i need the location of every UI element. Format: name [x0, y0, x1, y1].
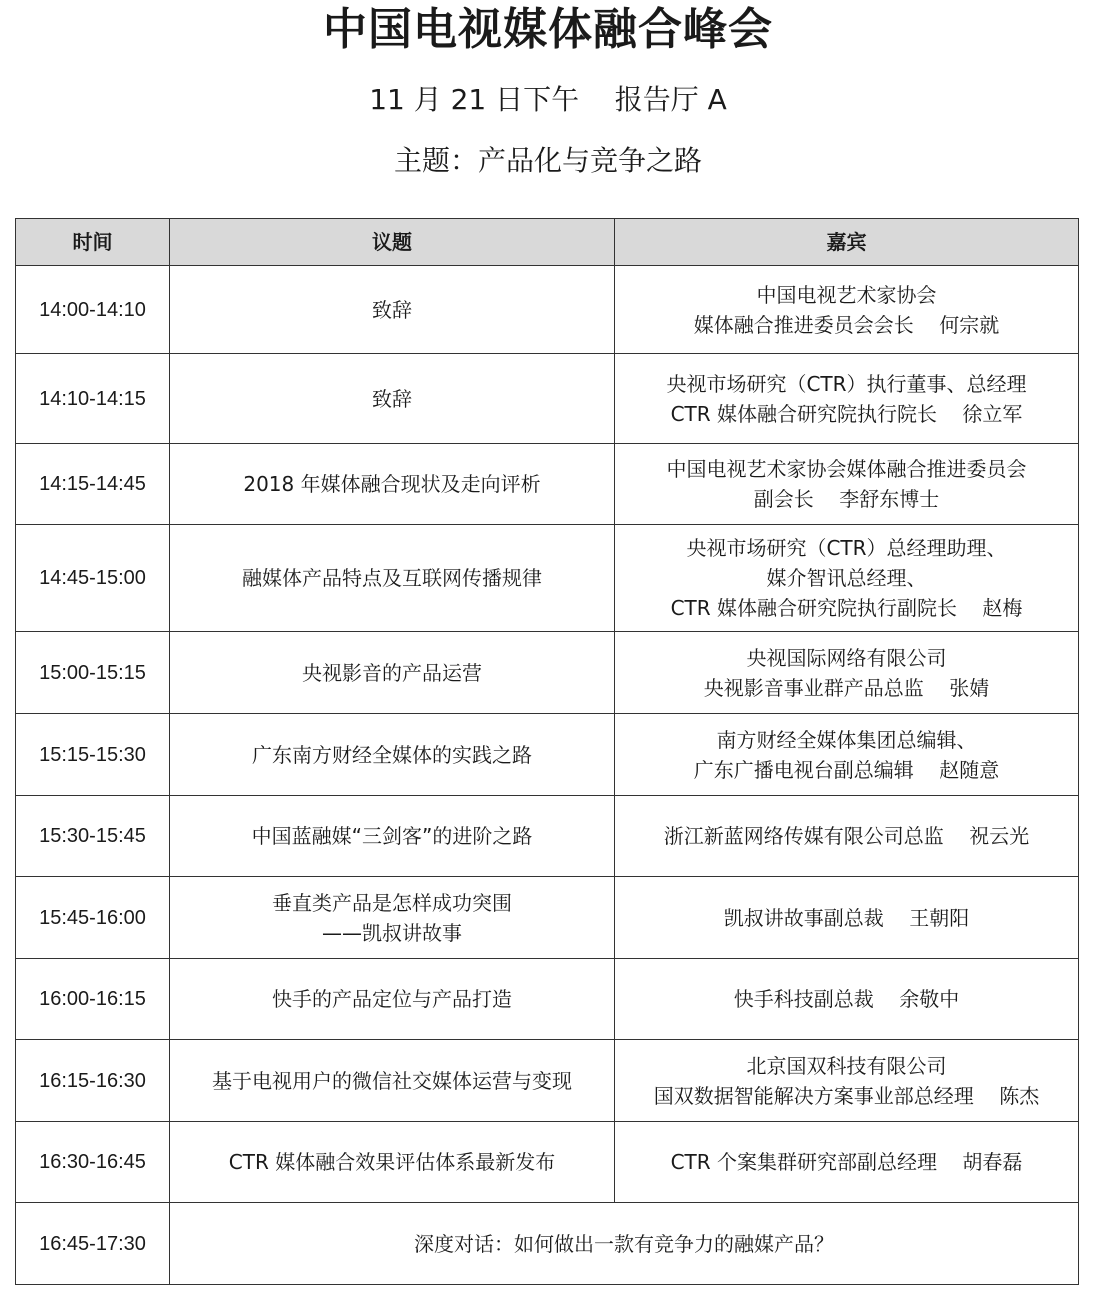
- table-row: [16, 1122, 1079, 1203]
- row-guest: [615, 354, 1079, 444]
- row-guest: [615, 444, 1079, 525]
- table-header-row: [16, 219, 1079, 266]
- row-time: 15:30-15:45: [16, 796, 170, 877]
- guest-line: 媒体融合推进委员会会长 何宗就: [693, 312, 1000, 337]
- topic-line: 垂直类产品是怎样成功突围: [272, 890, 512, 915]
- row-time: 15:00-15:15: [16, 632, 170, 714]
- guest-line: 国双数据智能解决方案事业部总经理 陈杰: [653, 1083, 1040, 1108]
- topic-line: 快手的产品定位与产品打造: [272, 987, 512, 1011]
- topic-line: 央视影音的产品运营: [302, 660, 482, 685]
- row-topic: [170, 714, 615, 796]
- guest-line: 央视影音事业群产品总监 张婧: [703, 675, 990, 700]
- table-row: [16, 354, 1079, 444]
- header-time: 时间: [16, 219, 170, 266]
- row-topic: [170, 877, 615, 959]
- table-row: [16, 877, 1079, 959]
- row-time: 14:15-14:45: [16, 444, 170, 525]
- topic-line: 基于电视用户的微信社交媒体运营与变现: [212, 1068, 572, 1093]
- guest-line: 中国电视艺术家协会: [756, 282, 937, 307]
- row-time: 16:15-16:30: [16, 1040, 170, 1122]
- guest-line: 南方财经全媒体集团总编辑、: [716, 727, 977, 752]
- row-guest: [615, 266, 1079, 354]
- table-row: [16, 714, 1079, 796]
- guest-line: 浙江新蓝网络传媒有限公司总监 祝云光: [663, 824, 1030, 848]
- row-topic: [170, 1122, 615, 1203]
- table-row: [16, 632, 1079, 714]
- row-time: 16:45-17:30: [16, 1203, 170, 1285]
- table-row: [16, 266, 1079, 354]
- guest-line: 央视市场研究（CTR）总经理助理、: [686, 536, 1007, 560]
- row-topic: [170, 959, 615, 1040]
- header-topic: 议题: [170, 219, 615, 266]
- row-time: 15:45-16:00: [16, 877, 170, 959]
- table-row: [16, 959, 1079, 1040]
- row-topic: [170, 632, 615, 714]
- guest-line: CTR 媒体融合研究院执行院长 徐立军: [670, 401, 1023, 426]
- row-topic: [170, 1040, 615, 1122]
- row-topic: [170, 266, 615, 354]
- row-time: 14:10-14:15: [16, 354, 170, 444]
- topic-line: CTR 媒体融合效果评估体系最新发布: [228, 1150, 556, 1174]
- row-guest: [615, 632, 1079, 714]
- topic-line: 致辞: [372, 297, 412, 322]
- row-topic: [170, 796, 615, 877]
- topic-line: ——凯叔讲故事: [322, 920, 462, 945]
- guest-line: 副会长 李舒东博士: [753, 487, 940, 511]
- topic-line: 致辞: [372, 386, 412, 411]
- row-time: 16:30-16:45: [16, 1122, 170, 1203]
- guest-line: 广东广播电视台副总编辑 赵随意: [693, 757, 1000, 782]
- header-guest: 嘉宾: [615, 219, 1079, 266]
- guest-line: 央视市场研究（CTR）执行董事、总经理: [666, 371, 1027, 396]
- row-guest: [615, 959, 1079, 1040]
- schedule-body: [16, 266, 1079, 1285]
- guest-line: CTR 媒体融合研究院执行副院长 赵梅: [670, 596, 1023, 620]
- topic-line: 融媒体产品特点及互联网传播规律: [242, 566, 542, 590]
- table-row: [16, 525, 1079, 632]
- guest-line: 快手科技副总裁 余敬中: [733, 987, 960, 1011]
- schedule-table: [15, 218, 1079, 1285]
- guest-line: 媒介智讯总经理、: [766, 566, 927, 590]
- row-guest: [615, 525, 1079, 632]
- guest-line: 中国电视艺术家协会媒体融合推进委员会: [666, 457, 1027, 481]
- page-title: 中国电视媒体融合峰会: [323, 4, 773, 55]
- topic-line: 广东南方财经全媒体的实践之路: [252, 742, 532, 767]
- guest-line: 北京国双科技有限公司: [746, 1053, 947, 1078]
- table-row: [16, 1203, 1079, 1285]
- row-time: 16:00-16:15: [16, 959, 170, 1040]
- row-topic: [170, 525, 615, 632]
- row-guest: [615, 1122, 1079, 1203]
- event-theme: 主题：产品化与竞争之路: [393, 144, 702, 177]
- row-time: 15:15-15:30: [16, 714, 170, 796]
- row-guest: [615, 796, 1079, 877]
- table-row: [16, 1040, 1079, 1122]
- row-topic: [170, 354, 615, 444]
- row-guest: [615, 1040, 1079, 1122]
- topic-line: 中国蓝融媒“三剑客”的进阶之路: [251, 824, 533, 848]
- row-topic: [170, 444, 615, 525]
- row-merged-topic: 深度对话：如何做出一款有竞争力的融媒产品？: [170, 1203, 1079, 1285]
- guest-line: 凯叔讲故事副总裁 王朝阳: [723, 905, 970, 930]
- topic-line: 2018 年媒体融合现状及走向评析: [243, 472, 541, 496]
- row-time: 14:00-14:10: [16, 266, 170, 354]
- table-row: [16, 444, 1079, 525]
- event-date-location: 11 月 21 日下午 报告厅 A: [369, 83, 727, 116]
- row-guest: [615, 877, 1079, 959]
- table-row: [16, 796, 1079, 877]
- row-time: 14:45-15:00: [16, 525, 170, 632]
- guest-line: CTR 个案集群研究部副总经理 胡春磊: [670, 1150, 1023, 1174]
- row-guest: [615, 714, 1079, 796]
- guest-line: 央视国际网络有限公司: [746, 645, 947, 670]
